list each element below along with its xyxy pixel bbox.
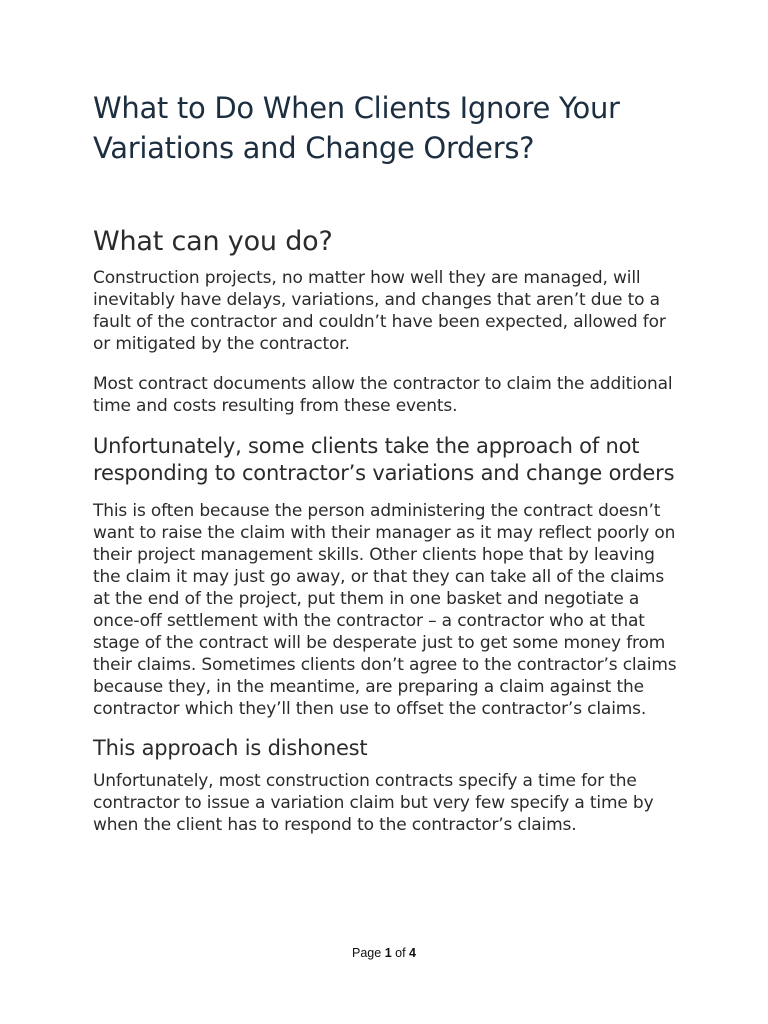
section-heading: What can you do? [93, 226, 333, 257]
paragraph-intro: Construction projects, no matter how well they are managed, will inevitably have delays, variations, and changes that aren’t due to a fault of the contractor and couldn’t have been expected, allowed for or mitigated by the contractor. [93, 268, 666, 354]
page-footer [0, 946, 768, 960]
page-label: Page [352, 946, 382, 960]
document-title: What to Do When Clients Ignore Your Variations and Change Orders? [93, 91, 620, 165]
of-label: of [395, 946, 406, 960]
subheading-clients-not-responding: Unfortunately, some clients take the approach of not responding to contractor’s variations and change orders [93, 434, 675, 485]
paragraph-contract-documents: Most contract documents allow the contractor to claim the additional time and costs resulting from these events. [93, 374, 673, 416]
current-page-number: 1 [384, 946, 392, 960]
subheading-dishonest: This approach is dishonest [93, 736, 368, 760]
document-page [93, 88, 678, 836]
paragraph-response-time: Unfortunately, most construction contracts specify a time for the contractor to issue a variation claim but very few specify a time by when the client has to respond to the contractor’s claims. [93, 770, 654, 835]
total-pages-number: 4 [409, 946, 416, 960]
paragraph-reasons: This is often because the person administering the contract doesn’t want to raise the claim with their manager as it may reflect poorly on their project management skills. Other clients hope that by leaving the claim it may just go away, or that they can take all of the claims at the end of the project, put them in one basket and negotiate a once-off settlement with the contractor – a contractor who at that stage of the contract will be desperate just to get some money from their claims. Sometimes clients don’t agree to the contractor’s claims because they, in the meantime, are preparing a claim against the contractor which they’ll then use to offset the contractor’s claims. [93, 501, 677, 719]
